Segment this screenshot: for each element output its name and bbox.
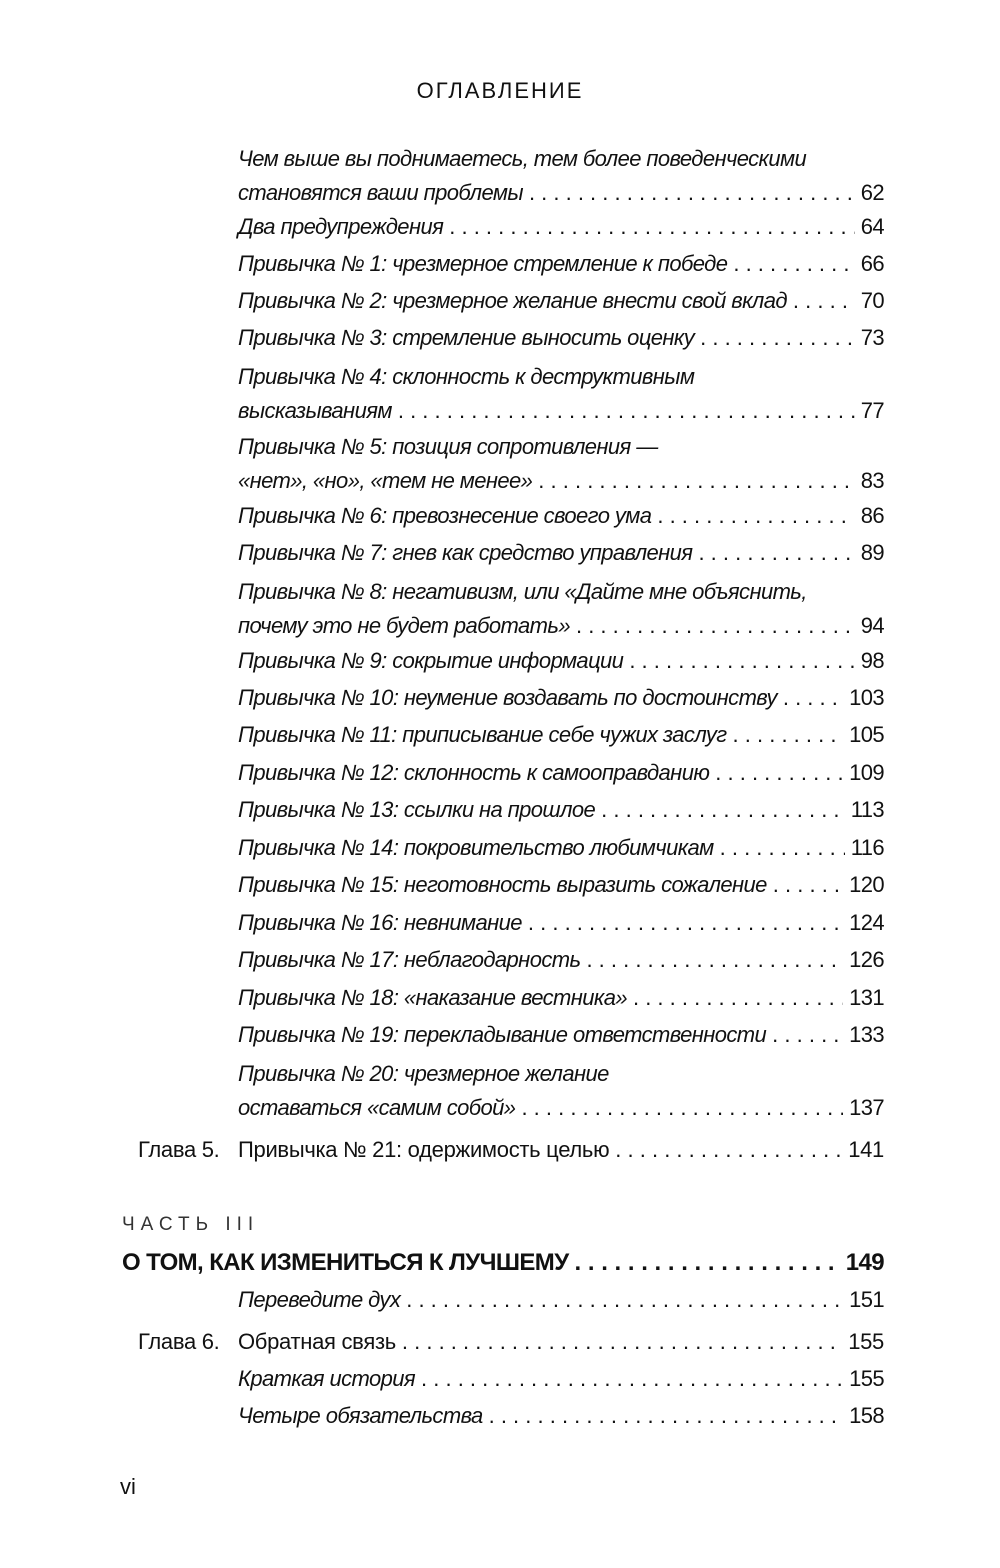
- dot-leader: [402, 1325, 842, 1359]
- toc-entry-page: 94: [860, 613, 884, 638]
- toc-entry-page: 70: [860, 288, 884, 313]
- chapter-5-label: Глава 5.: [138, 1137, 220, 1162]
- toc-entry: [238, 1018, 884, 1052]
- dot-leader: [528, 906, 843, 940]
- dot-leader: [773, 868, 843, 902]
- toc-entry: [238, 831, 884, 865]
- page-header: ОГЛАВЛЕНИЕ: [416, 78, 584, 103]
- toc-entry-title: Привычка № 14: покровительство любимчикам: [238, 835, 714, 860]
- dot-leader: [615, 1133, 842, 1167]
- toc-entry: [238, 1399, 884, 1433]
- dot-leader: [538, 464, 854, 498]
- toc-entry-title-line1: Чем выше вы поднимаетесь, тем более поведенческими: [238, 146, 807, 171]
- dot-leader: [657, 499, 854, 533]
- toc-entry: [238, 499, 884, 533]
- toc-entry: [238, 247, 884, 281]
- toc-entry: [238, 1057, 884, 1125]
- toc-entry-title: Четыре обязательства: [238, 1403, 483, 1428]
- dot-leader: [601, 793, 845, 827]
- toc-entry-title: «нет», «но», «тем не менее»: [238, 468, 533, 493]
- toc-entry-page: 141: [848, 1137, 884, 1162]
- toc-chapter-entry: [238, 1325, 884, 1359]
- toc-entry-page: 126: [849, 947, 884, 972]
- toc-entry: [238, 536, 884, 570]
- toc-entry-page: 120: [849, 872, 884, 897]
- toc-entry-title: Привычка № 15: неготовность выразить сожаление: [238, 872, 767, 897]
- toc-entry: [238, 321, 884, 355]
- toc-entry: [238, 943, 884, 977]
- dot-leader: [398, 394, 855, 428]
- toc-entry: [238, 981, 884, 1015]
- part-title: О ТОМ, КАК ИЗМЕНИТЬСЯ К ЛУЧШЕМУ: [122, 1249, 569, 1276]
- toc-entry-page: 137: [849, 1095, 884, 1120]
- toc-entry-page: 155: [849, 1366, 884, 1391]
- toc-entry-page: 103: [849, 685, 884, 710]
- dot-leader: [720, 831, 845, 865]
- toc-entry-title: Привычка № 13: ссылки на прошлое: [238, 797, 596, 822]
- toc-entry-page: 83: [860, 468, 884, 493]
- toc-entry-page: 109: [849, 760, 884, 785]
- toc-entry: [238, 756, 884, 790]
- toc-entry-title: высказываниям: [238, 398, 392, 423]
- toc-entry-title: Привычка № 18: «наказание вестника»: [238, 985, 627, 1010]
- toc-entry-title: Переведите дух: [238, 1287, 401, 1312]
- toc-entry-title: Привычка № 21: одержимость целью: [238, 1137, 610, 1162]
- toc-entry-title-line1: Привычка № 5: позиция сопротивления —: [238, 434, 658, 459]
- toc-entry-title: Привычка № 17: неблагодарность: [238, 947, 581, 972]
- toc-entry-title: Привычка № 10: неумение воздавать по достоинству: [238, 685, 777, 710]
- toc-entry-title: Привычка № 19: перекладывание ответственности: [238, 1022, 767, 1047]
- toc-entry-title: Привычка № 6: превознесение своего ума: [238, 503, 652, 528]
- toc-entry-title: почему это не будет работать»: [238, 613, 570, 638]
- dot-leader: [783, 681, 843, 715]
- toc-entry: [238, 575, 884, 643]
- toc-entry: [238, 1283, 884, 1317]
- dot-leader: [575, 1246, 840, 1280]
- toc-entry-title: Привычка № 3: стремление выносить оценку: [238, 325, 695, 350]
- toc-entry-page: 151: [849, 1287, 884, 1312]
- dot-leader: [793, 284, 855, 318]
- toc-part-entry: [122, 1246, 884, 1280]
- toc-entry-title: Привычка № 9: сокрытие информации: [238, 648, 624, 673]
- dot-leader: [715, 756, 843, 790]
- toc-entry-title-line1: Привычка № 20: чрезмерное желание: [238, 1061, 609, 1086]
- toc-entry-page: 77: [860, 398, 884, 423]
- toc-entry-title: Привычка № 16: невнимание: [238, 910, 522, 935]
- toc-entry-title: Обратная связь: [238, 1329, 396, 1354]
- chapter-6-label: Глава 6.: [138, 1329, 220, 1354]
- toc-entry-title: Привычка № 7: гнев как средство управления: [238, 540, 693, 565]
- toc-entry: [238, 430, 884, 498]
- toc-entry-title: Привычка № 11: приписывание себе чужих заслуг: [238, 722, 727, 747]
- toc-entry-title-line1: Привычка № 8: негативизм, или «Дайте мне объяснить,: [238, 579, 807, 604]
- toc-entry: [238, 284, 884, 318]
- toc-entry: [238, 142, 884, 210]
- toc-entry-title-line1: Привычка № 4: склонность к деструктивным: [238, 364, 695, 389]
- toc-entry-page: 62: [860, 180, 884, 205]
- toc-entry-page: 113: [850, 797, 884, 822]
- dot-leader: [421, 1362, 843, 1396]
- toc-entry-title: Привычка № 1: чрезмерное стремление к победе: [238, 251, 728, 276]
- dot-leader: [406, 1283, 843, 1317]
- toc-entry: [238, 793, 884, 827]
- page-number: vi: [120, 1474, 136, 1499]
- toc-chapter-entry: [238, 1133, 884, 1167]
- toc-entry-page: 105: [849, 722, 884, 747]
- toc-entry-page: 133: [849, 1022, 884, 1047]
- toc-entry-page: 73: [860, 325, 884, 350]
- toc-entry-title: Привычка № 12: склонность к самооправданию: [238, 760, 710, 785]
- dot-leader: [633, 981, 843, 1015]
- part-page: 149: [845, 1249, 884, 1276]
- toc-entry-title: оставаться «самим собой»: [238, 1095, 516, 1120]
- toc-entry: [238, 644, 884, 678]
- toc-entry: [238, 360, 884, 428]
- toc-entry-page: 131: [849, 985, 884, 1010]
- toc-entry: [238, 718, 884, 752]
- toc-entry: [238, 868, 884, 902]
- dot-leader: [576, 609, 855, 643]
- toc-entry: [238, 210, 884, 244]
- dot-leader: [586, 943, 843, 977]
- dot-leader: [772, 1018, 843, 1052]
- toc-entry-title: Краткая история: [238, 1366, 416, 1391]
- dot-leader: [489, 1399, 843, 1433]
- dot-leader: [698, 536, 854, 570]
- toc-entry-page: 66: [860, 251, 884, 276]
- toc-entry-page: 158: [849, 1403, 884, 1428]
- dot-leader: [529, 176, 855, 210]
- toc-entry: [238, 906, 884, 940]
- part-label: ЧАСТЬ III: [122, 1214, 260, 1235]
- toc-entry-title: Два предупреждения: [238, 214, 444, 239]
- dot-leader: [733, 718, 844, 752]
- toc-entry-page: 116: [850, 835, 884, 860]
- toc-entry-title: Привычка № 2: чрезмерное желание внести свой вклад: [238, 288, 787, 313]
- dot-leader: [733, 247, 854, 281]
- toc-entry-page: 98: [860, 648, 884, 673]
- toc-entry-page: 64: [860, 214, 884, 239]
- toc-entry-page: 155: [848, 1329, 884, 1354]
- toc-entry-page: 86: [860, 503, 884, 528]
- toc-entry: [238, 1362, 884, 1396]
- dot-leader: [449, 210, 854, 244]
- toc-entry-page: 89: [860, 540, 884, 565]
- toc-entry-page: 124: [849, 910, 884, 935]
- dot-leader: [629, 644, 854, 678]
- dot-leader: [700, 321, 855, 355]
- dot-leader: [521, 1091, 843, 1125]
- toc-entry-title: становятся ваши проблемы: [238, 180, 523, 205]
- toc-entry: [238, 681, 884, 715]
